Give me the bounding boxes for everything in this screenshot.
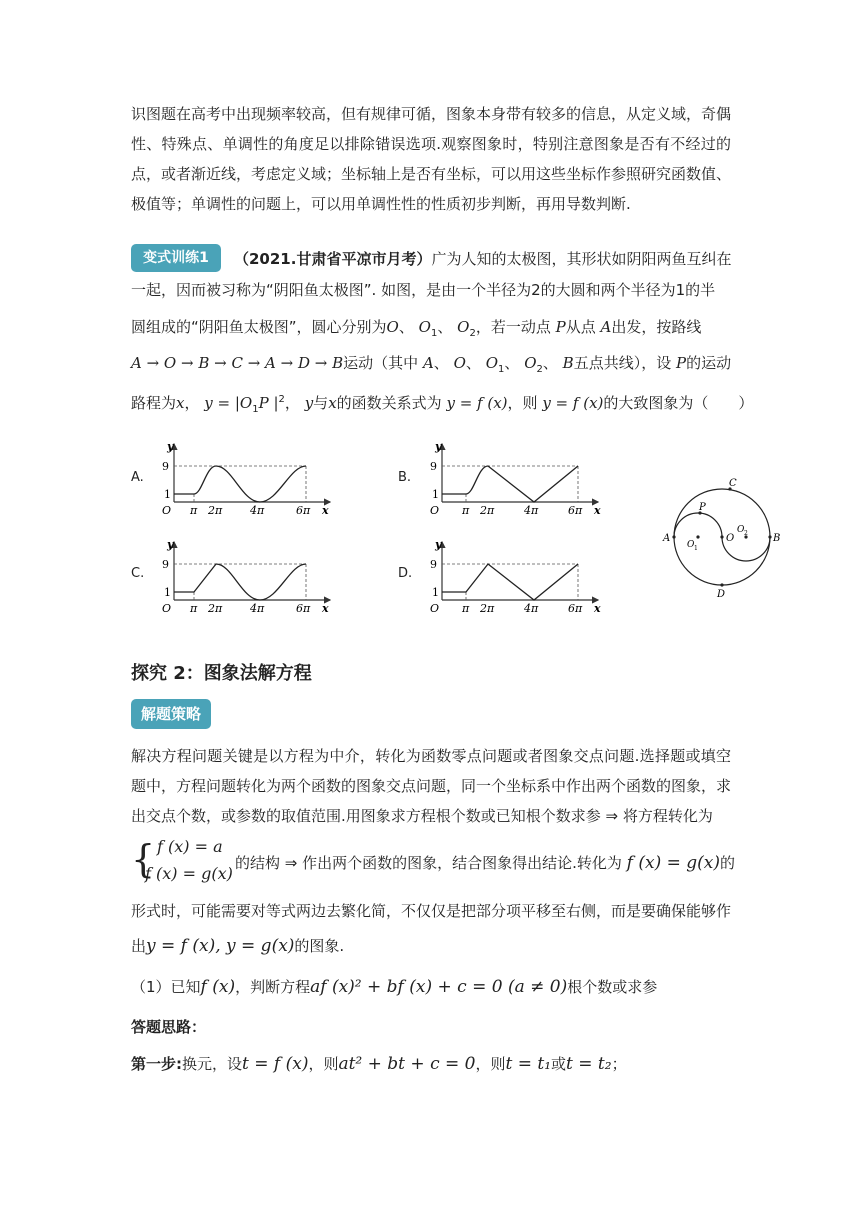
tick-1: 1 [432,488,439,501]
brace-icon: { [131,837,156,881]
section-title: 探究 2：图象法解方程 [131,663,312,684]
math-O1: O [485,354,499,372]
math-expr-f: y = f (x) [542,394,604,412]
step1-label: 第一步: [131,1055,182,1073]
math-P: P [555,318,566,336]
tick-9: 9 [430,460,437,473]
tick-4pi: 4π [250,602,265,615]
point-D: D [717,589,726,600]
tick-2pi: 2π [208,602,223,615]
system-eq-1: f (x) = a [157,837,223,856]
tick-6pi: 6π [296,602,311,615]
exercise-text-3d: 出发，按路线 [611,318,702,336]
step1-text-b: 换元，设 [182,1055,243,1073]
separator: 、 [437,318,453,336]
section2-line2 [235,852,735,873]
math-x: x [328,394,337,412]
math-O2: O [457,318,470,336]
subscript-2: 2 [536,364,543,375]
section2-line3: 形式时，可能需要对等式两边去繁化简，不仅仅是把部分项平移至右侧，而是要确保能够作 [131,902,732,920]
tick-1: 1 [164,488,171,501]
tick-pi: π [462,602,470,615]
exercise-text-5b: ， [184,394,200,412]
intro-paragraph: 识图题在高考中出现频率较高，但有规律可循，图象本身带有较多的信息，从定义域，奇偶性、特殊点、单调性的角度足以排除错误选项.观察图象时，特别注意图象是否有不经过的点，或者渐近线，考虑定义域；坐标轴上是否有坐标，可以用这些坐标作参照研究函数值、极值等；单调性的问题上，可以用单调性性的性质初步判断，再用导数判断. [131,105,732,213]
item1-text-e: 根个数或求参 [567,978,658,996]
curve-d [442,564,578,600]
axis-y-label: y [167,440,174,453]
step1-text-d: ，则 [308,1055,339,1073]
tick-2pi: 2π [480,602,495,615]
math-quadratic: af (x)² + bf (x) + c = 0 (a ≠ 0) [310,977,568,997]
exercise-text-5e: 的函数关系式为 [336,394,442,412]
strategy-badge: 解题策略 [131,699,211,729]
axis-y-label: y [435,440,442,453]
exercise-text-5a: 路程为 [131,394,177,412]
math-fg: f (x) = g(x) [626,853,721,873]
exercise-badge: 变式训练1 [131,244,221,272]
separator: 、 [433,354,449,372]
point-O: O [726,533,735,544]
subscript-1: 1 [430,328,438,339]
step1-text-f: ，则 [475,1055,506,1073]
point-O2: O [737,525,745,535]
exercise-line1 [234,248,731,269]
math-t-fx: t = f (x) [242,1054,309,1074]
graph-option-b [418,438,608,523]
exercise-text-5d: 与 [313,394,329,412]
exercise-line5 [131,392,753,415]
separator: 、 [504,354,520,372]
option-a-label: A. [131,470,144,485]
axis-x-label: x [322,504,329,517]
tick-1: 1 [164,586,171,599]
math-t1: t = t₁ [505,1054,552,1074]
axis-x-label: x [594,504,601,517]
route-path: A → O → B → C → A → D → B [131,354,344,372]
tick-6pi: 6π [296,504,311,517]
exercise-text-3a: 圆组成的“阴阳鱼太极图”，圆心分别为 [131,318,387,336]
graph-option-a [150,438,340,523]
axis-x-label: x [322,602,329,615]
tick-2pi: 2π [208,504,223,517]
item1-text-c: ，判断方程 [235,978,311,996]
graph-option-d [418,536,608,621]
exercise-text-4c: 五点共线） [573,354,642,372]
exercise-line3 [131,316,701,339]
math-fx: f (x) [200,977,236,997]
math-at2: at² + bt + c = 0 [338,1054,476,1074]
math-expr-f: y = f (x) [446,394,508,412]
exercise-text-4d: ，设 [641,354,672,372]
point-A: A [663,533,671,544]
exercise-text-3b: ，若一动点 [475,318,551,336]
exercise-text-4a: 运动 [343,354,374,372]
section2-text-4c: 的图象. [294,937,345,955]
math-O: O [453,354,466,372]
math-yf-yg: y = f (x), y = g(x) [146,936,295,956]
step1-text-h: 或 [551,1055,567,1073]
point-O2-sub: 2 [744,530,748,537]
tick-9: 9 [162,460,169,473]
exercise-line2: 一起，因而被习称为“阴阳鱼太极图”. 如图，是由一个半径为2的大圆和两个半径为1的半 [131,281,716,299]
subscript-1: 1 [252,404,259,415]
math-B: B [562,354,574,372]
origin-label: O [162,602,172,615]
tick-1: 1 [432,586,439,599]
tick-4pi: 4π [524,504,539,517]
point-O1-sub: 1 [694,545,698,552]
superscript-2: 2 [278,394,285,405]
option-b-label: B. [398,470,412,485]
origin-label: O [430,602,440,615]
tick-6pi: 6π [568,602,583,615]
point-P: P [699,502,706,513]
math-O2: O [524,354,537,372]
exercise-text-4b: （其中 [373,354,419,372]
graph-option-c [150,536,340,621]
section2-text-4a: 出 [131,937,147,955]
origin-label: O [430,504,440,517]
step-1 [131,1053,627,1074]
system-eq-2: f (x) = g(x) [145,864,233,883]
section2-text-2c: 的 [720,854,736,872]
point-B: B [773,533,781,544]
section2-paragraph: 解决方程问题关键是以方程为中介，转化为函数零点问题或者图象交点问题.选择题或填空题中，方程问题转化为两个函数的图象交点问题，同一个坐标系中作出两个函数的图象，求出交点个数，或参数的取值范围.用图象求方程根个数或已知根个数求参 ⇒ 将方程转化为 [131,747,732,825]
point-O1: O [687,540,695,550]
option-c-label: C. [131,566,145,581]
item-1 [131,976,657,997]
math-x: x [176,394,185,412]
tick-4pi: 4π [250,504,265,517]
separator: 、 [398,318,414,336]
origin-label: O [162,504,172,517]
math-O: O [386,318,399,336]
math-t2: t = t₂ [566,1054,612,1074]
axis-x-label: x [594,602,601,615]
tick-pi: π [462,504,470,517]
exercise-text-3c: 从点 [565,318,596,336]
math-O1: O [418,318,431,336]
curve-b [442,466,578,502]
math-A: A [422,354,434,372]
exercise-source: （2021.甘肃省平凉市月考） [234,250,432,268]
item1-text-a: （1）已知 [131,978,201,996]
exercise-text-1: 广为人知的太极图，其形状如阴阳两鱼互纠在 [431,250,732,268]
tick-2pi: 2π [480,504,495,517]
section2-text-2a: 的结构 ⇒ 作出两个函数的图象，结合图象得出结论.转化为 [235,854,622,872]
tick-9: 9 [162,558,169,571]
subscript-2: 2 [469,328,476,339]
option-d-label: D. [398,566,413,581]
taiji-diagram [660,470,785,600]
exercise-text-5c: ， [284,394,300,412]
exercise-text-5f: ，则 [507,394,538,412]
math-A: A [600,318,612,336]
thinking-heading: 答题思路： [131,1018,207,1036]
point-C: C [729,478,737,489]
axis-y-label: y [167,538,174,551]
exercise-text-4e: 的运动 [686,354,732,372]
tick-pi: π [190,602,198,615]
math-P: P [676,354,687,372]
subscript-1: 1 [498,364,505,375]
tick-6pi: 6π [568,504,583,517]
axis-y-label: y [435,538,442,551]
section2-line4 [131,935,344,956]
step1-text-j: ； [611,1055,627,1073]
exercise-line4 [131,352,731,375]
tick-9: 9 [430,558,437,571]
tick-pi: π [190,504,198,517]
exercise-text-5g: 的大致图象为（ ） [603,394,754,412]
math-expr-y2: P | [258,394,279,412]
separator: 、 [465,354,481,372]
tick-4pi: 4π [524,602,539,615]
math-expr-y: y = |O [204,394,253,412]
separator: 、 [542,354,558,372]
upper-semicircle [674,513,722,537]
math-y: y [304,394,314,412]
